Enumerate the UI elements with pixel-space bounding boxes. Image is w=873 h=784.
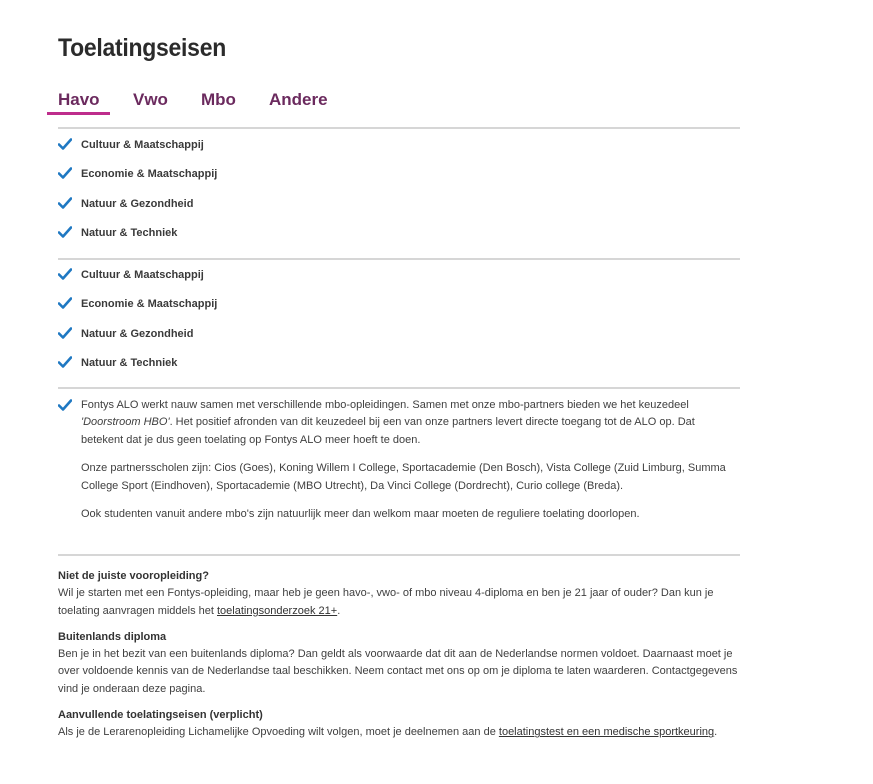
list-item-label: Natuur & Techniek (81, 356, 178, 369)
section-text: Als je de Lerarenopleiding Lichamelijke Opvoeding wilt volgen, moet je deelnemen aan de (58, 726, 499, 739)
mbo-paragraph-1 (81, 397, 740, 449)
checkmark-icon (58, 297, 72, 309)
list-item-label: Economie & Maatschappij (81, 168, 218, 181)
additional-info (58, 568, 740, 751)
list-item (58, 137, 217, 166)
mbo-paragraph-2: Onze partnersscholen zijn: Cios (Goes), Koning Willem I College, Sportacademie (Den Bosch), Vista College (Zuid Limburg, Summa College Sport (Eindhoven), Sportacademie (MBO Utrecht), Da Vinci College (Dordrecht), Curio college (Breda). (81, 462, 726, 492)
profile-list-2 (58, 267, 217, 384)
section-text: Ben je in het bezit van een buitenlands diploma? Dan geldt als voorwaarde dat dit aan de Nederlandse normen voldoet. Daarnaast moet je over voldoende kennis van de Nederlandse taal beschikken. Neem contact met ons op om je diploma te laten waarderen. Contactgegevens vind je onderaan deze pagina. (58, 648, 738, 695)
checkmark-icon (58, 327, 72, 339)
mbo-partner-info (58, 397, 740, 534)
checkmark-icon (58, 226, 72, 238)
page-title: Toelatingseisen (58, 34, 226, 62)
checkmark-icon (58, 268, 72, 280)
active-tab-indicator (47, 112, 110, 115)
mbo-text (58, 397, 740, 523)
checkmark-icon (58, 138, 72, 150)
list-item-label: Natuur & Gezondheid (81, 327, 194, 340)
divider (58, 387, 740, 389)
section-heading: Aanvullende toelatingseisen (verplicht) (58, 709, 263, 722)
tab-andere[interactable]: Andere (269, 90, 328, 109)
mbo-paragraph-3: Ook studenten vanuit andere mbo's zijn natuurlijk meer dan welkom maar moeten de reguliere toelating doorlopen. (81, 508, 640, 521)
list-item-label: Economie & Maatschappij (81, 298, 218, 311)
diploma-tabs (47, 84, 740, 128)
toelatingstest-link[interactable]: toelatingstest en een medische sportkeuring (498, 726, 715, 739)
tab-vwo[interactable]: Vwo (133, 90, 168, 109)
profile-list-1 (58, 137, 217, 254)
divider (58, 127, 740, 129)
checkmark-icon (58, 197, 72, 209)
list-item (58, 225, 217, 254)
divider (58, 258, 740, 260)
doorstroom-hbo-text: 'Doorstroom HBO' (81, 416, 170, 429)
section-text-end: . (337, 604, 341, 617)
list-item-label: Cultuur & Maatschappij (81, 269, 204, 281)
list-item-label: Natuur & Techniek (81, 226, 178, 239)
section-text-end: . (714, 726, 718, 739)
mbo-p1-text: Fontys ALO werkt nauw samen met verschillende mbo-opleidingen. Samen met onze mbo-partners bieden we het keuzedeel (81, 399, 689, 411)
checkmark-icon (58, 399, 72, 411)
list-item (58, 355, 217, 384)
mbo-p1-text-end: . Het positief afronden van dit keuzedeel bij een van onze partners levert directe toegang tot de ALO op. Dat betekent dat je dus geen toelating op Fontys ALO meer hoeft te doen. (81, 416, 695, 446)
checkmark-icon (58, 356, 72, 368)
tab-mbo[interactable]: Mbo (201, 90, 236, 109)
list-item (58, 196, 217, 225)
checkmark-icon (58, 167, 72, 179)
list-item (58, 267, 217, 296)
tab-havo[interactable]: Havo (58, 90, 100, 109)
divider (58, 554, 740, 556)
toelatingsonderzoek-link[interactable]: toelatingsonderzoek 21+ (217, 604, 338, 617)
info-section-foreign-diploma (58, 629, 740, 698)
section-heading: Niet de juiste vooropleiding? (58, 570, 209, 582)
info-section-additional-requirements (58, 707, 740, 742)
list-item (58, 166, 217, 195)
info-section-21plus (58, 568, 740, 620)
list-item (58, 326, 217, 355)
section-heading: Buitenlands diploma (58, 630, 167, 643)
section-text: Wil je starten met een Fontys-opleiding, maar heb je geen havo-, vwo- of mbo niveau 4-diploma en ben je 21 jaar of ouder? Dan kun je toelating aanvragen middels het (58, 587, 714, 617)
list-item (58, 296, 217, 325)
list-item-label: Cultuur & Maatschappij (81, 139, 204, 151)
list-item-label: Natuur & Gezondheid (81, 197, 194, 210)
